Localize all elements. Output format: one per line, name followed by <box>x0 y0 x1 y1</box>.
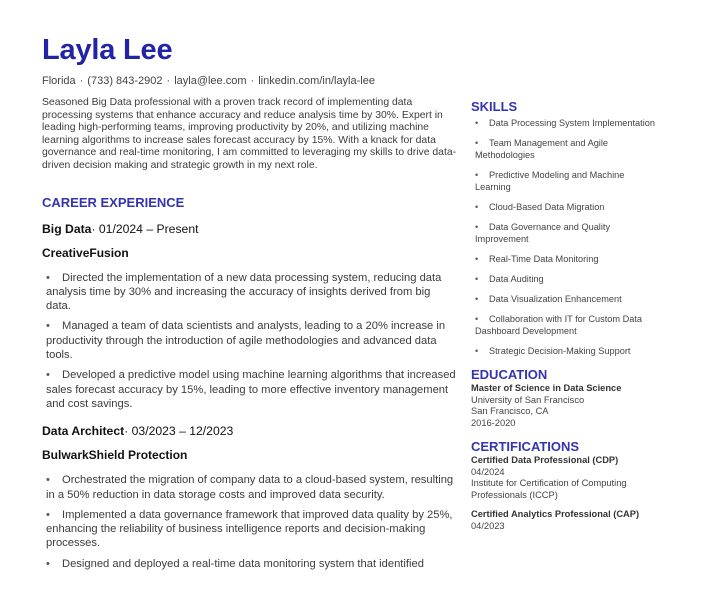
edu-location: San Francisco, CA <box>471 406 549 416</box>
cert-date: 04/2024 <box>471 466 505 477</box>
job-bullets <box>42 271 457 412</box>
separator-dot: · <box>166 75 171 87</box>
job-entry <box>42 221 457 412</box>
contact-phone: (733) 843-2902 <box>87 75 163 87</box>
skill-item: • Strategic Decision-Making Support <box>475 346 631 356</box>
job-role: Data Architect <box>42 424 125 439</box>
skill-item: • Real-Time Data Monitoring <box>475 254 599 264</box>
job-bullet: • Orchestrated the migration of company data to a cloud-based system, resulting in a 50% reduction in data storage costs and improved data security. <box>46 474 454 501</box>
education-entry <box>471 383 661 429</box>
job-dates: · 01/2024 – Present <box>91 221 199 236</box>
skill-item: • Data Governance and Quality Improvement <box>475 222 611 244</box>
separator-dot: · <box>250 75 255 87</box>
job-role: Big Data <box>42 221 92 236</box>
education-heading: EDUCATION <box>471 367 548 382</box>
bullet-icon: • <box>475 202 479 212</box>
edu-years: 2016-2020 <box>471 417 516 428</box>
separator-dot: · <box>79 75 84 87</box>
certification-entry <box>471 455 661 501</box>
job-entry <box>42 423 457 571</box>
skills-list <box>471 117 661 357</box>
contact-linkedin[interactable]: linkedin.com/in/layla-lee <box>258 75 375 87</box>
bullet-icon: • <box>475 314 479 324</box>
job-company: CreativeFusion <box>42 245 129 260</box>
job-bullets <box>42 473 457 571</box>
certification-entry <box>471 509 661 532</box>
certifications-heading: CERTIFICATIONS <box>471 439 580 454</box>
job-dates: · 03/2023 – 12/2023 <box>124 424 234 439</box>
career-experience-heading: CAREER EXPERIENCE <box>42 194 185 210</box>
bullet-icon: • <box>46 320 50 333</box>
bullet-icon: • <box>475 254 479 264</box>
bullet-icon: • <box>475 170 479 180</box>
bullet-icon: • <box>46 508 50 521</box>
sidebar-column <box>471 99 661 540</box>
bullet-icon: • <box>475 346 479 356</box>
job-header <box>42 221 457 237</box>
bullet-icon: • <box>475 118 479 128</box>
job-bullet: • Implemented a data governance framework that improved data quality by 25%, enhancing the reliability of business intelligence reports and decision-making processes. <box>46 508 453 550</box>
job-bullet: • Designed and deployed a real-time data monitoring system that identified <box>46 557 424 570</box>
edu-degree: Master of Science in Data Science <box>471 383 622 393</box>
skills-heading: SKILLS <box>471 99 518 114</box>
skill-item: • Data Visualization Enhancement <box>475 294 622 304</box>
job-bullet: • Developed a predictive model using machine learning algorithms that increased sales forecast accuracy by 15%, leading to more effective inventory management and cost savings. <box>46 369 456 410</box>
contact-location: Florida <box>42 75 76 87</box>
skill-item: • Predictive Modeling and Machine Learning <box>475 170 625 192</box>
job-bullet: • Directed the implementation of a new data processing system, reducing data analysis time by 30% and increasing the accuracy of insights derived from big data. <box>46 271 442 313</box>
job-bullet: • Managed a team of data scientists and analysts, leading to a 20% increase in productivity through the introduction of agile methodologies and advanced data tools. <box>46 320 446 362</box>
bullet-icon: • <box>46 369 50 382</box>
bullet-icon: • <box>46 557 50 570</box>
skill-item: • Team Management and Agile Methodologies <box>475 138 609 160</box>
edu-school: University of San Francisco <box>471 394 585 405</box>
main-column <box>42 97 457 577</box>
contact-email[interactable]: layla@lee.com <box>174 75 247 87</box>
skill-item: • Data Processing System Implementation <box>475 118 655 128</box>
professional-summary: Seasoned Big Data professional with a proven track record of implementing data processing systems that enhance accuracy and reduce analysis time by 30%. Expert in leading high-performing teams, improving productivity by 20%, and utilizing machine learning algorithms to increase sales forecast accuracy by 15%. With a knack for data governance and real-time monitoring, I am committed to leveraging my skills to drive data-driven decision making and strategic growth in my next role. <box>42 97 457 171</box>
cert-name: Certified Analytics Professional (CAP) <box>471 509 640 519</box>
bullet-icon: • <box>46 474 50 487</box>
cert-name: Certified Data Professional (CDP) <box>471 455 619 465</box>
bullet-icon: • <box>475 222 479 232</box>
skill-item: • Data Auditing <box>475 274 544 284</box>
skill-item: • Cloud-Based Data Migration <box>475 202 605 212</box>
candidate-name: Layla Lee <box>42 34 173 66</box>
bullet-icon: • <box>475 294 479 304</box>
contact-line <box>42 74 375 88</box>
bullet-icon: • <box>475 138 479 148</box>
cert-issuer: Institute for Certification of Computing Professionals (ICCP) <box>471 478 627 500</box>
cert-date: 04/2023 <box>471 520 505 531</box>
bullet-icon: • <box>46 271 50 284</box>
job-header <box>42 423 457 439</box>
job-company: BulwarkShield Protection <box>42 448 188 463</box>
skill-item: • Collaboration with IT for Custom Data Dashboard Development <box>475 314 643 336</box>
bullet-icon: • <box>475 274 479 284</box>
